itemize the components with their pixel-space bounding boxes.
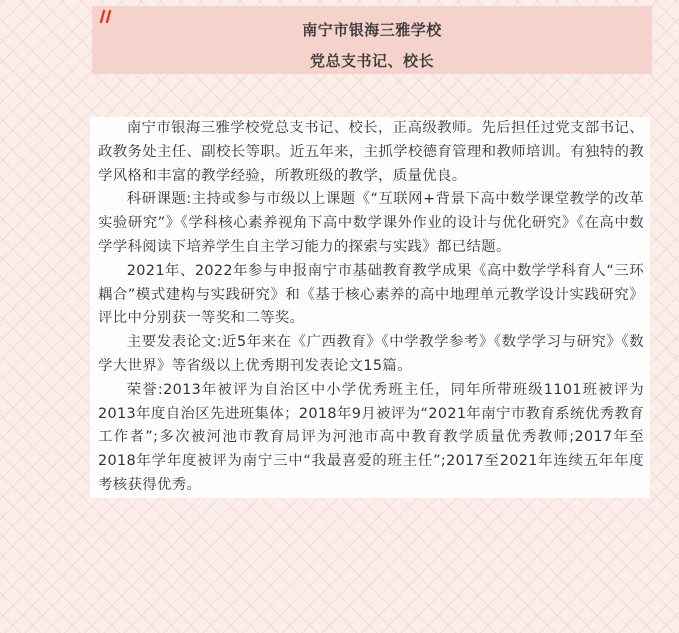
header-banner <box>92 6 652 74</box>
paragraph-research: 科研课题:主持或参与市级以上课题《“互联网+背景下高中数学课堂教学的改革实验研究”》《学科核心素养视角下高中数学课外作业的设计与优化研究》《在高中数学学科阅读下培养学生自主学习能力的探索与实践》都已结题。 <box>98 191 644 255</box>
paragraph-intro: 南宁市银海三雅学校党总支书记、校长，正高级教师。先后担任过党支部书记、政教务处主任、副校长等职。近五年来，主抓学校德育管理和教师培训。有独特的教学风格和丰富的教学经验，所教班级的教学，质量优良。 <box>98 120 644 184</box>
paragraph-awards-achievements: 2021年、2022年参与申报南宁市基础教育教学成果《高中数学学科育人“三环耦合”模式建构与实践研究》和《基于核心素养的高中地理单元教学设计实践研究》评比中分别获一等奖和二等奖。 <box>98 262 644 327</box>
profile-content <box>90 117 650 498</box>
header-school-name: 南宁市银海三雅学校 <box>302 21 442 39</box>
header-position: 党总支书记、校长 <box>309 52 434 70</box>
paragraph-publications: 主要发表论文:近5年来在《广西教育》《中学教学参考》《数学学习与研究》《数学大世界》等省级以上优秀期刊发表论文15篇。 <box>98 334 644 374</box>
paragraph-honors: 荣誉:2013年被评为自治区中小学优秀班主任，同年所带班级1101班被评为2013年度自治区先进班集体；2018年9月被评为“2021年南宁市教育系统优秀教育工作者”;多次被河池市教育局评为河池市高中教育教学质量优秀教师;2017年至2018年学年度被评为南宁三中“我最喜爱的班主任”;2017至2021年连续五年年度考核获得优秀。 <box>98 381 644 493</box>
